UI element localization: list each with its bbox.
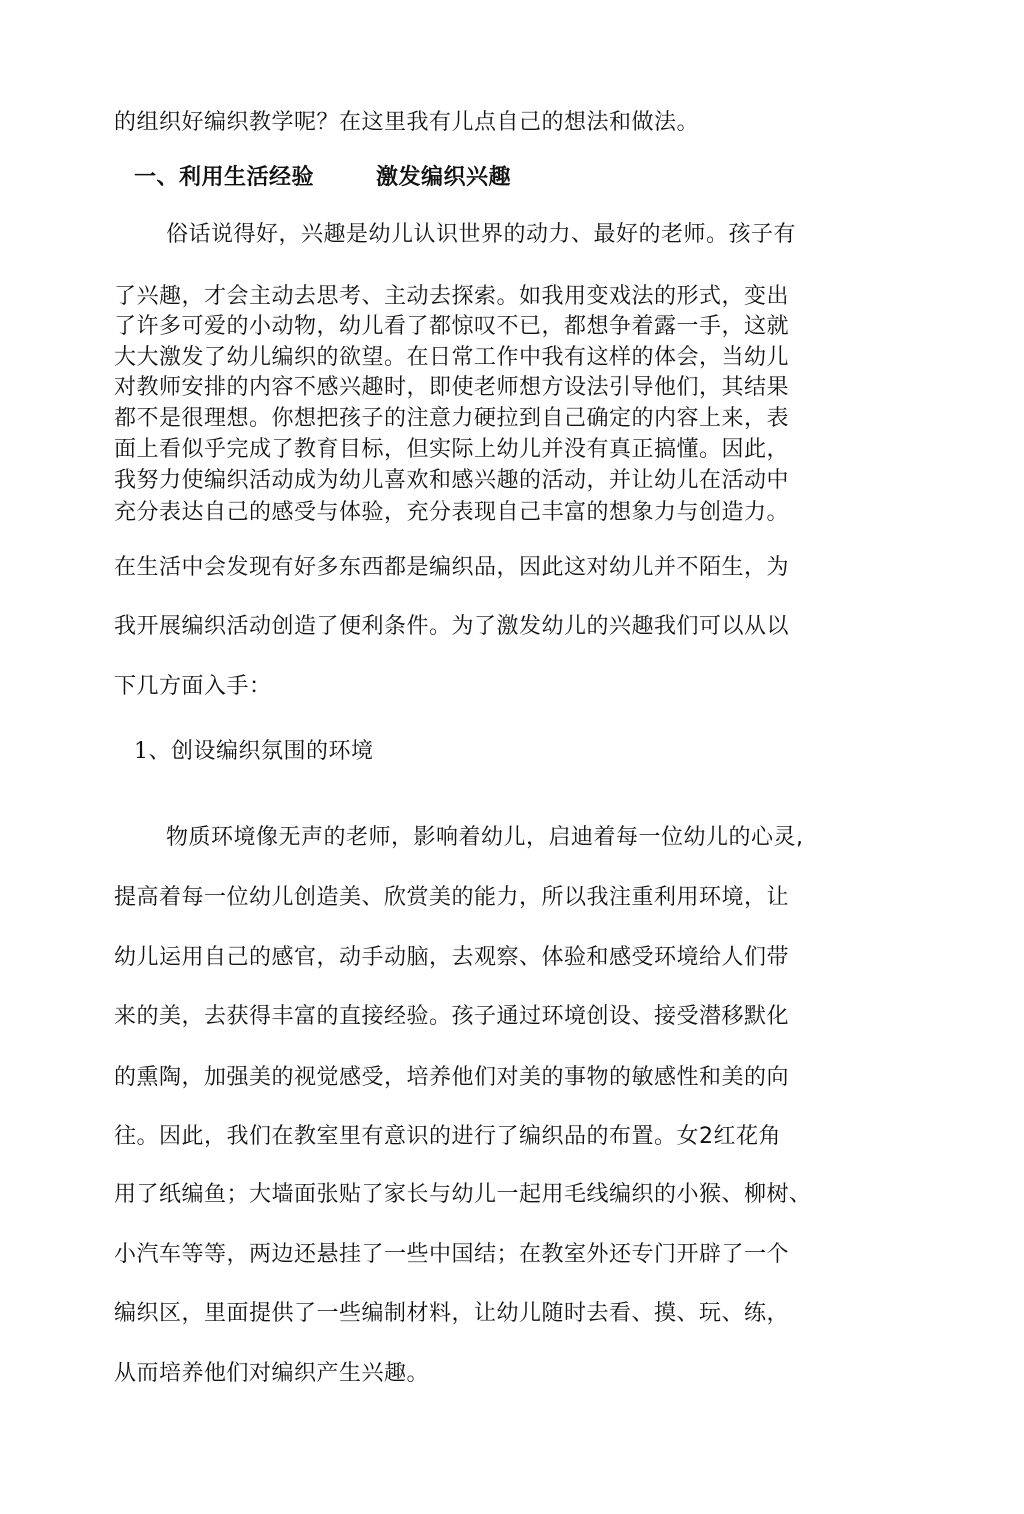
- paragraph3-line: 从而培养他们对编织产生兴趣。: [114, 1361, 430, 1386]
- paragraph2-line: 下几方面入手：: [114, 674, 272, 699]
- paragraph3-line: 往。因此，我们在教室里有意识的进行了编织品的布置。女2红花角: [114, 1124, 781, 1149]
- paragraph1-line: 我努力使编织活动成为幼儿喜欢和感兴趣的活动，并让幼儿在活动中: [114, 468, 790, 493]
- paragraph3-line: 小汽车等等，两边还悬挂了一些中国结；在教室外还专门开辟了一个: [114, 1242, 790, 1267]
- paragraph1-line: 了兴趣，才会主动去思考、主动去探索。如我用变戏法的形式，变出: [114, 284, 790, 309]
- paragraph1-line: 俗话说得好，兴趣是幼儿认识世界的动力、最好的老师。孩子有: [166, 222, 797, 247]
- paragraph3-line: 物质环境像无声的老师，影响着幼儿，启迪着每一位幼儿的心灵,: [166, 825, 804, 850]
- paragraph3-line: 提高着每一位幼儿创造美、欣赏美的能力，所以我注重利用环境，让: [114, 885, 790, 910]
- paragraph1-line: 了许多可爱的小动物，幼儿看了都惊叹不已，都想争着露一手，这就: [114, 314, 790, 339]
- paragraph3-line: 的熏陶，加强美的视觉感受，培养他们对美的事物的敏感性和美的向: [114, 1065, 790, 1090]
- subheading: 1、创设编织氛围的环境: [134, 739, 374, 764]
- paragraph3-line: 用了纸编鱼；大墙面张贴了家长与幼儿一起用毛线编织的小猴、柳树、: [114, 1182, 812, 1207]
- paragraph1-line: 对教师安排的内容不感兴趣时，即使老师想方设法引导他们，其结果: [114, 375, 790, 400]
- section-heading-right: 激发编织兴趣: [376, 165, 512, 190]
- paragraph1-line: 大大激发了幼儿编织的欲望。在日常工作中我有这样的体会，当幼儿: [114, 345, 790, 370]
- paragraph3-line: 幼儿运用自己的感官，动手动脑，去观察、体验和感受环境给人们带: [114, 945, 790, 970]
- paragraph1-line: 都不是很理想。你想把孩子的注意力硬拉到自己确定的内容上来，表: [114, 406, 790, 431]
- intro-line: 的组织好编织教学呢？在这里我有儿点自己的想法和做法。: [114, 110, 700, 135]
- paragraph1-line: 充分表达自己的感受与体验，充分表现自己丰富的想象力与创造力。: [114, 500, 790, 525]
- section-heading: [134, 163, 511, 193]
- paragraph2-line: 我开展编织活动创造了便利条件。为了激发幼儿的兴趣我们可以从以: [114, 614, 790, 639]
- paragraph3-line: 来的美，去获得丰富的直接经验。孩子通过环境创设、接受潜移默化: [114, 1004, 790, 1029]
- paragraph2-line: 在生活中会发现有好多东西都是编织品，因此这对幼儿并不陌生，为: [114, 555, 790, 580]
- paragraph1-line: 面上看似乎完成了教育目标，但实际上幼儿并没有真正搞懂。因此，: [114, 437, 790, 462]
- section-heading-left: 一、利用生活经验: [134, 165, 315, 190]
- paragraph3-line: 编织区，里面提供了一些编制材料，让幼儿随时去看、摸、玩、练，: [114, 1301, 790, 1326]
